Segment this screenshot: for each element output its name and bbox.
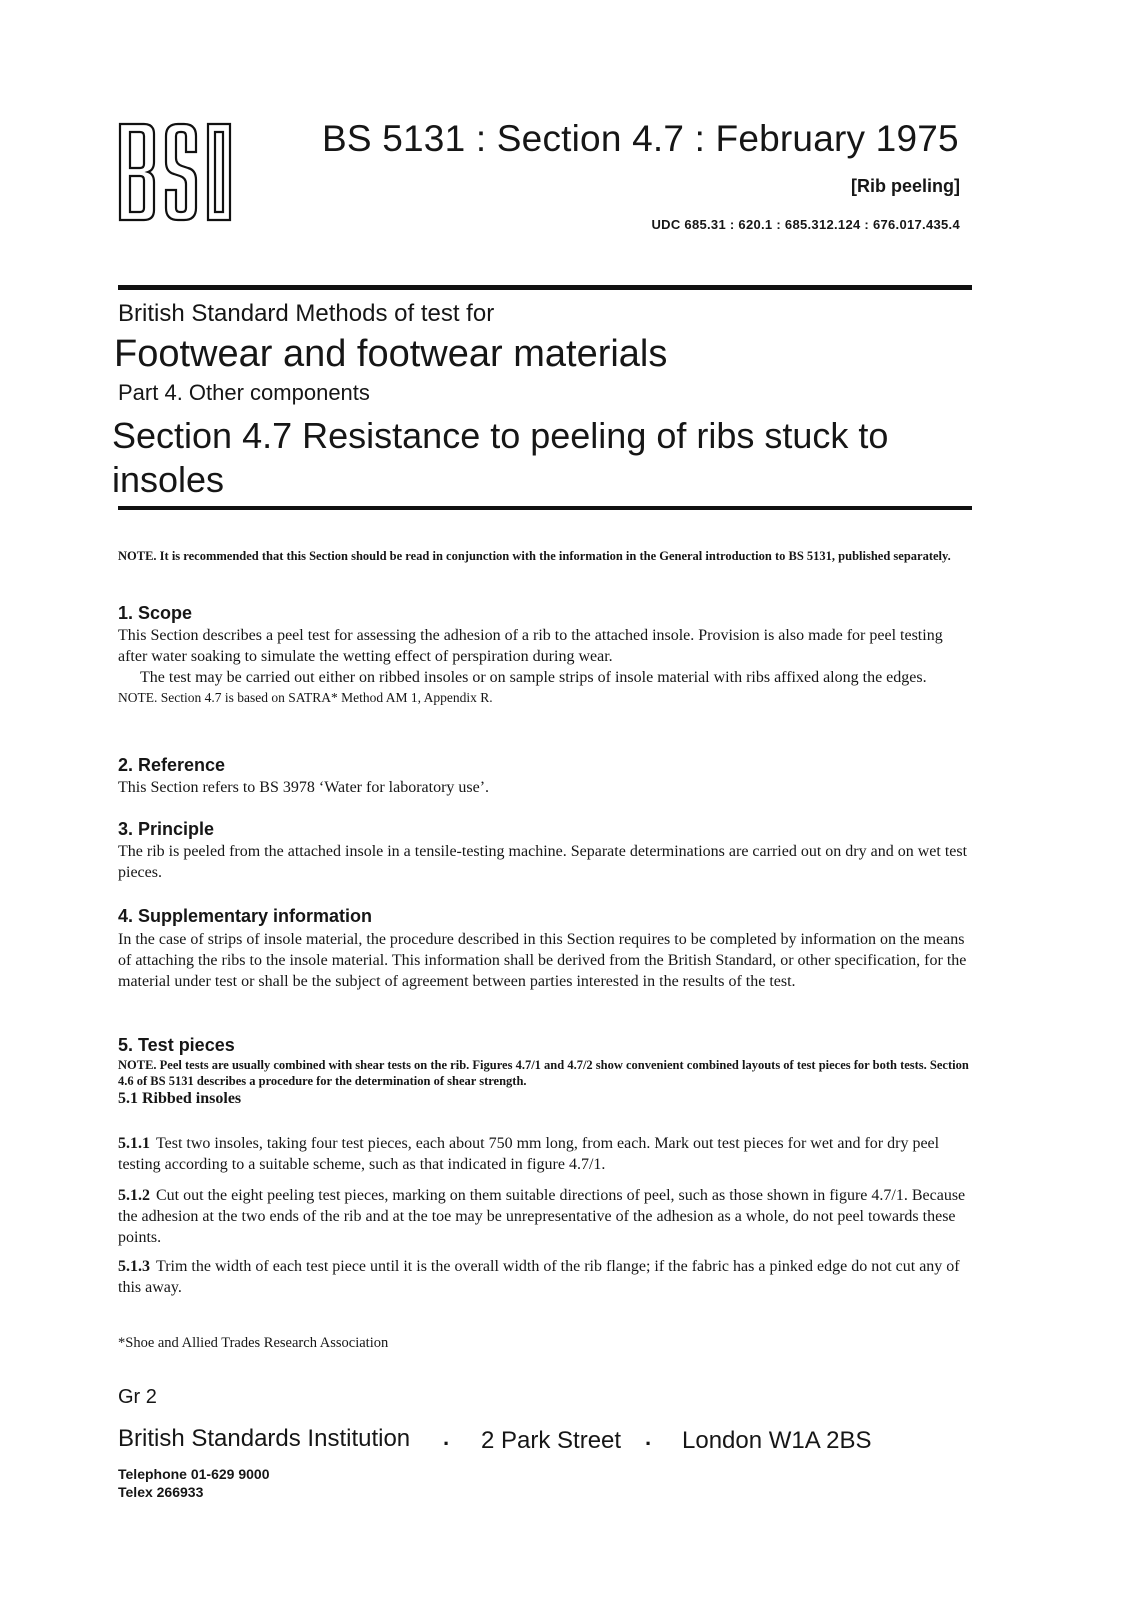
series-title: British Standard Methods of test for xyxy=(118,300,495,327)
clause-text: Cut out the eight peeling test pieces, marking on them suitable directions of peel, such as those shown in figure 4.7/1. Because the adhesion at the two ends of the rib and at the toe may be unrepresentative of the adhesion as a whole, do not peel towards these points. xyxy=(118,1187,966,1246)
publisher-name: British Standards Institution xyxy=(118,1425,411,1452)
part-title: Part 4. Other components xyxy=(118,380,370,405)
price-grade: Gr 2 xyxy=(118,1386,157,1408)
supplementary-body: In the case of strips of insole material, the procedure described in this Section requires to be completed by information on the means of attaching the ribs to the insole material. This information shall be derived from the British Standard, or other specification, for the material under test or shall be the subject of agreement between parties interested in the results of the test. xyxy=(118,931,967,990)
udc-classification: UDC 685.31 : 620.1 : 685.312.124 : 676.017.435.4 xyxy=(651,217,960,232)
separator-dot: · xyxy=(443,1431,451,1456)
separator-dot: · xyxy=(645,1431,653,1456)
principle-body: The rib is peeled from the attached insole in a tensile-testing machine. Separate determinations are carried out on dry and on wet test pieces. xyxy=(118,843,968,881)
footnote: *Shoe and Allied Trades Research Association xyxy=(118,1335,389,1351)
clause-5-1-1 xyxy=(118,1133,972,1175)
scope-note: NOTE. Section 4.7 is based on SATRA* Method AM 1, Appendix R. xyxy=(118,690,493,705)
reference-body: This Section refers to BS 3978 ‘Water for laboratory use’. xyxy=(118,779,490,796)
publisher-address: 2 Park Street xyxy=(481,1427,622,1454)
test-pieces-note: NOTE. Peel tests are usually combined with shear tests on the rib. Figures 4.7/1 and 4.7/2 show convenient combined layouts of test pieces for both tests. Section 4.6 of BS 5131 describes a procedure for the determination of shear strength. xyxy=(118,1058,969,1088)
telephone-number: Telephone 01-629 9000 xyxy=(118,1466,270,1482)
document-id: BS 5131 : Section 4.7 : February 1975 xyxy=(322,118,959,159)
scope-paragraph-2: The test may be carried out either on ribbed insoles or on sample strips of insole material with ribs affixed along the edges. xyxy=(140,669,927,686)
clause-number: 5.1.2 xyxy=(118,1187,150,1204)
intro-note: NOTE. It is recommended that this Section should be read in conjunction with the information in the General introduction to BS 5131, published separately. xyxy=(118,549,951,563)
telex-number: Telex 266933 xyxy=(118,1484,204,1500)
scope-paragraph-1: This Section describes a peel test for assessing the adhesion of a rib to the attached insole. Provision is also made for peel testing after water soaking to simulate the wetting effect of perspiration during wear. xyxy=(118,627,943,665)
clause-5-1-2 xyxy=(118,1185,972,1248)
bottom-rule xyxy=(118,506,972,510)
subtitle-tag: [Rib peeling] xyxy=(851,176,960,196)
top-rule xyxy=(118,285,972,290)
heading-reference: 2. Reference xyxy=(118,755,226,775)
clause-text: Test two insoles, taking four test pieces, each about 750 mm long, from each. Mark out test pieces for wet and for dry peel testing according to a suitable scheme, such as that indicated in figure 4.7/1. xyxy=(118,1135,940,1173)
heading-supplementary-information: 4. Supplementary information xyxy=(118,906,373,926)
subheading-ribbed-insoles: 5.1 Ribbed insoles xyxy=(118,1090,242,1107)
publisher-city: London W1A 2BS xyxy=(682,1427,872,1454)
clause-text: Trim the width of each test piece until it is the overall width of the rib flange; if the fabric has a pinked edge do not cut any of this away. xyxy=(118,1258,960,1296)
main-title: Footwear and footwear materials xyxy=(114,333,668,375)
clause-5-1-3 xyxy=(118,1256,972,1298)
bsi-logo xyxy=(118,122,234,222)
heading-principle: 3. Principle xyxy=(118,819,215,839)
heading-test-pieces: 5. Test pieces xyxy=(118,1035,235,1055)
clause-number: 5.1.3 xyxy=(118,1258,150,1275)
scope-body xyxy=(118,625,972,706)
clause-number: 5.1.1 xyxy=(118,1135,150,1152)
heading-scope: 1. Scope xyxy=(118,603,193,623)
section-title: Section 4.7 Resistance to peeling of ribs stuck to insoles xyxy=(112,415,889,500)
